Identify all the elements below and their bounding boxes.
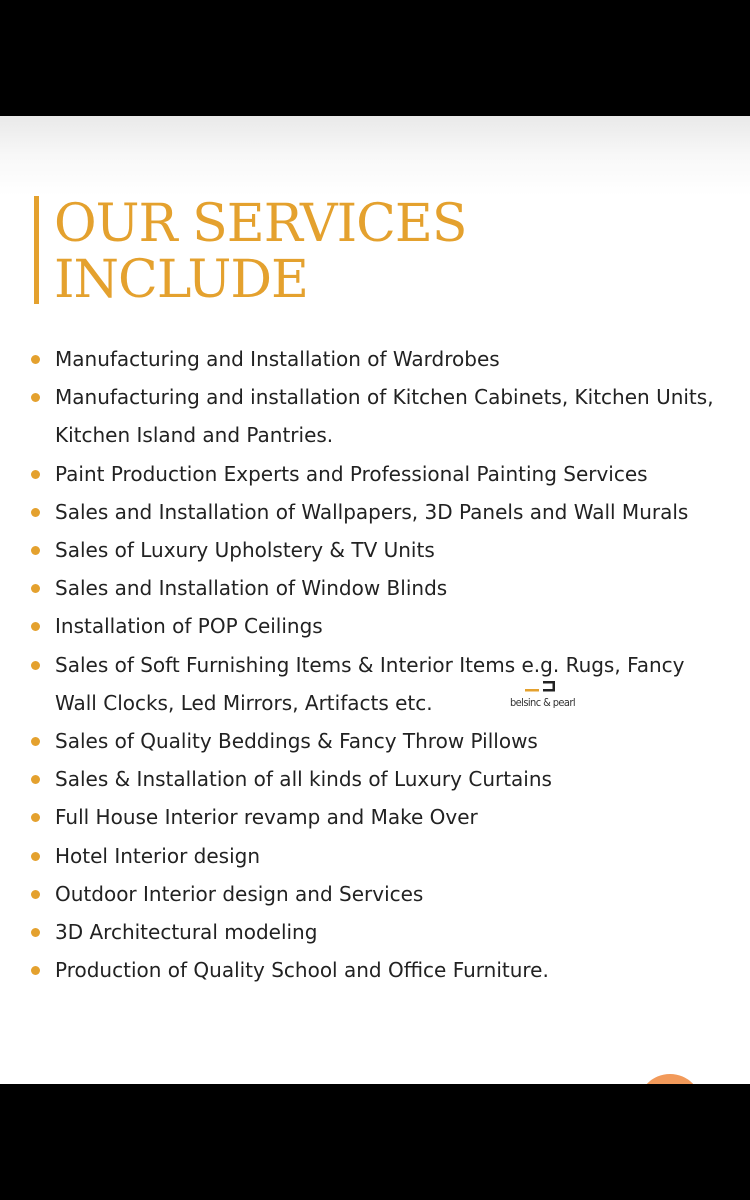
- bullet-icon: [31, 852, 40, 861]
- heading-line-2: INCLUDE: [54, 250, 308, 310]
- service-text: Sales and Installation of Wallpapers, 3D Panels and Wall Murals: [55, 499, 689, 524]
- service-text: Sales and Installation of Window Blinds: [55, 576, 448, 601]
- service-text: Sales of Soft Furnishing Items & Interior Items e.g. Rugs, Fancy Wall Clocks, Led Mirrors, Artifacts etc.: [55, 652, 685, 715]
- service-text: Sales of Luxury Upholstery & TV Units: [55, 538, 435, 563]
- service-item: [0, 531, 750, 569]
- services-list: [0, 340, 750, 989]
- service-item: [0, 951, 750, 989]
- bullet-icon: [31, 355, 40, 364]
- service-text: Production of Quality School and Office Furniture.: [55, 958, 549, 983]
- service-text: Installation of POP Ceilings: [55, 614, 323, 639]
- service-text: Sales & Installation of all kinds of Luxury Curtains: [55, 767, 552, 792]
- bullet-icon: [31, 546, 40, 555]
- bullet-icon: [31, 737, 40, 746]
- logo-icon: [524, 678, 560, 694]
- service-item: [0, 913, 750, 951]
- service-text: 3D Architectural modeling: [55, 920, 318, 945]
- service-item: [0, 875, 750, 913]
- services-heading: [34, 194, 467, 310]
- service-text: Sales of Quality Beddings & Fancy Throw Pillows: [55, 729, 538, 754]
- watermark-text: belsinc & pearl: [510, 696, 576, 709]
- bullet-icon: [31, 661, 40, 670]
- service-text: Manufacturing and installation of Kitchen Cabinets, Kitchen Units, Kitchen Island and Pantries.: [55, 385, 714, 448]
- bullet-icon: [31, 393, 40, 402]
- service-item: [0, 378, 750, 454]
- bullet-icon: [31, 622, 40, 631]
- service-item: [0, 760, 750, 798]
- service-item: [0, 837, 750, 875]
- bullet-icon: [31, 928, 40, 937]
- service-item: [0, 798, 750, 836]
- service-item: [0, 607, 750, 645]
- bullet-icon: [31, 890, 40, 899]
- watermark-logo: [510, 678, 576, 714]
- service-item: [0, 569, 750, 607]
- heading-line-1: OUR SERVICES: [54, 194, 467, 254]
- service-item: [0, 340, 750, 378]
- service-item: [0, 455, 750, 493]
- bullet-icon: [31, 813, 40, 822]
- bullet-icon: [31, 584, 40, 593]
- services-card: [0, 116, 750, 1084]
- bullet-icon: [31, 775, 40, 784]
- service-text: Paint Production Experts and Professional Painting Services: [55, 461, 648, 486]
- service-text: Outdoor Interior design and Services: [55, 881, 424, 906]
- service-item: [0, 646, 750, 722]
- service-text: Hotel Interior design: [55, 843, 260, 868]
- bullet-icon: [31, 470, 40, 479]
- service-item: [0, 722, 750, 760]
- service-text: Full House Interior revamp and Make Over: [55, 805, 478, 830]
- service-item: [0, 493, 750, 531]
- corner-badge: [638, 1074, 702, 1084]
- bullet-icon: [31, 966, 40, 975]
- service-text: Manufacturing and Installation of Wardrobes: [55, 347, 500, 371]
- bullet-icon: [31, 508, 40, 517]
